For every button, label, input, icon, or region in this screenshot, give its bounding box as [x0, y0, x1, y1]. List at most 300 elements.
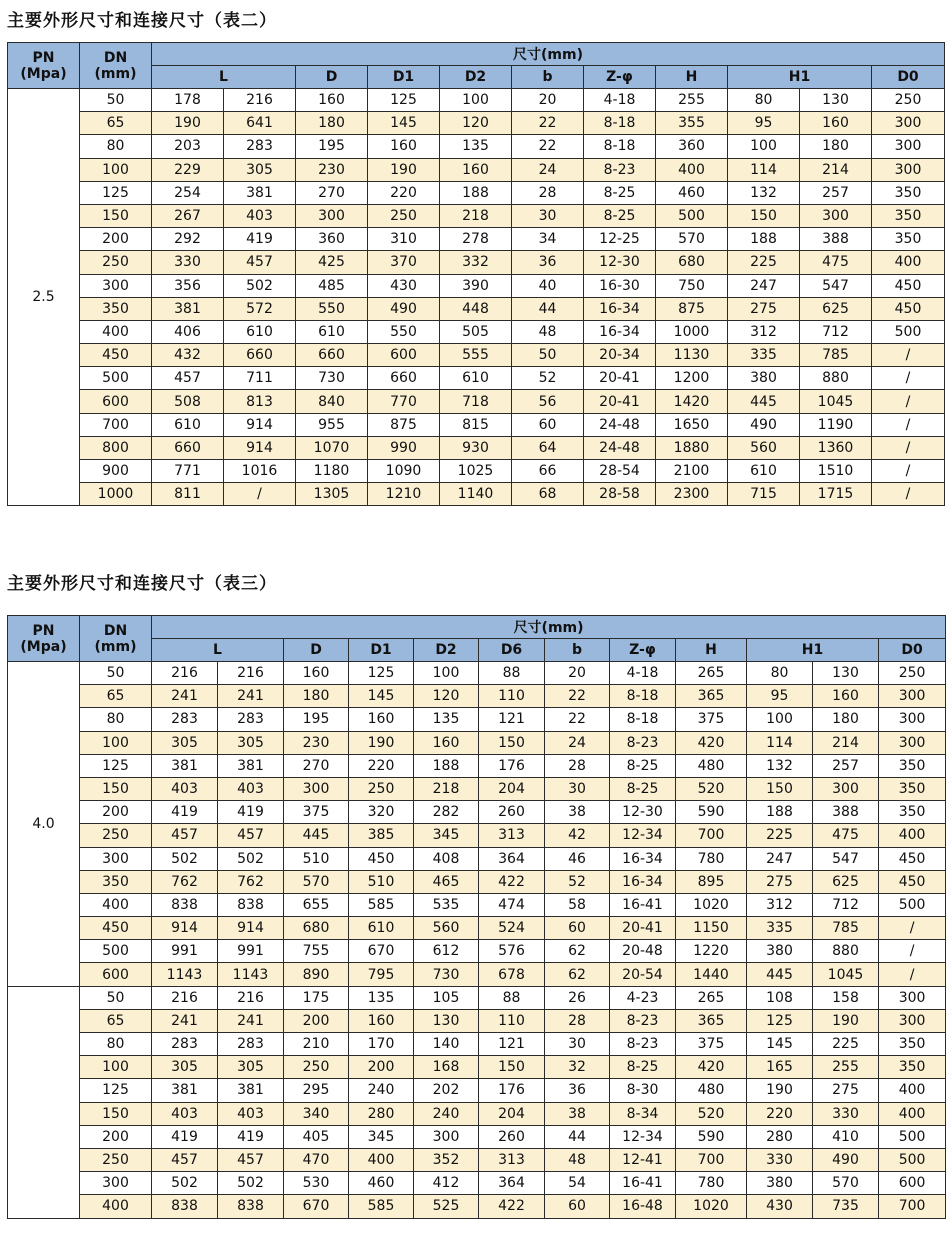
table-row — [8, 986, 946, 1009]
table-cell: 110 — [479, 1009, 545, 1032]
dn-value: 900 — [80, 460, 152, 483]
table-row — [8, 870, 946, 893]
dn-value: 200 — [80, 801, 152, 824]
table-cell: 80 — [747, 662, 813, 685]
table-cell: 20-54 — [610, 963, 676, 986]
table-row — [8, 228, 945, 251]
table-row — [8, 135, 945, 158]
table-cell: 365 — [676, 685, 747, 708]
table-cell: 255 — [656, 89, 728, 112]
table-cell: 400 — [879, 824, 946, 847]
table-cell: 8-18 — [584, 112, 656, 135]
table-cell: 28-54 — [584, 460, 656, 483]
table-row — [8, 251, 945, 274]
table-cell: 188 — [414, 754, 479, 777]
table-row — [8, 685, 946, 708]
table-cell: 400 — [656, 158, 728, 181]
table-cell: 612 — [414, 940, 479, 963]
table-row — [8, 1195, 946, 1218]
table-cell: 381 — [152, 297, 224, 320]
table-cell: 500 — [879, 893, 946, 916]
table-cell: 1200 — [656, 367, 728, 390]
table-cell: 250 — [284, 1056, 349, 1079]
table-cell: 160 — [284, 662, 349, 685]
table-cell: 176 — [479, 1079, 545, 1102]
table-cell: 216 — [218, 662, 284, 685]
dn-header: DN (mm) — [80, 616, 152, 662]
table-cell: 300 — [879, 731, 946, 754]
table-cell: 16-34 — [610, 847, 676, 870]
table-cell: 313 — [479, 1148, 545, 1171]
table-cell: 80 — [728, 89, 800, 112]
table-cell: 240 — [349, 1079, 414, 1102]
dn-value: 200 — [80, 228, 152, 251]
table-cell: 1143 — [152, 963, 218, 986]
table-cell: 260 — [479, 801, 545, 824]
table-cell: 12-30 — [584, 251, 656, 274]
table-cell: 44 — [512, 297, 584, 320]
table-row — [8, 801, 946, 824]
table-cell: 313 — [479, 824, 545, 847]
table-cell: 352 — [414, 1148, 479, 1171]
table-cell: 283 — [152, 1033, 218, 1056]
column-header: H1 — [747, 639, 879, 662]
dn-value: 100 — [80, 731, 152, 754]
table-cell: 380 — [747, 940, 813, 963]
table-cell: 1140 — [440, 483, 512, 506]
table-cell: 158 — [813, 986, 879, 1009]
table-cell: 1220 — [676, 940, 747, 963]
table-cell: 8-23 — [610, 731, 676, 754]
table-cell: 255 — [813, 1056, 879, 1079]
dn-value: 200 — [80, 1125, 152, 1148]
table-cell: 24-48 — [584, 413, 656, 436]
table-cell: 360 — [296, 228, 368, 251]
table-cell: 241 — [218, 1009, 284, 1032]
table-cell: 422 — [479, 870, 545, 893]
table-cell: 762 — [218, 870, 284, 893]
table-cell: 400 — [879, 1079, 946, 1102]
table-cell: 100 — [414, 662, 479, 685]
table-cell: 735 — [813, 1195, 879, 1218]
table-cell: 1020 — [676, 1195, 747, 1218]
table-cell: 283 — [218, 1033, 284, 1056]
table-cell: 295 — [284, 1079, 349, 1102]
table-cell: 16-34 — [610, 870, 676, 893]
table-cell: 680 — [656, 251, 728, 274]
table-row — [8, 1172, 946, 1195]
table-cell: 305 — [224, 158, 296, 181]
table-cell: 241 — [152, 685, 218, 708]
table-row — [8, 940, 946, 963]
table-cell: 460 — [656, 181, 728, 204]
table-cell: 312 — [728, 320, 800, 343]
table-cell: 283 — [152, 708, 218, 731]
table-cell: 292 — [152, 228, 224, 251]
dn-value: 250 — [80, 824, 152, 847]
table-cell: / — [872, 436, 945, 459]
table-row — [8, 390, 945, 413]
table-cell: 500 — [879, 1148, 946, 1171]
table-cell: 120 — [440, 112, 512, 135]
table-cell: 62 — [545, 940, 610, 963]
table-cell: 216 — [152, 662, 218, 685]
table-cell: 375 — [284, 801, 349, 824]
table-cell: 330 — [813, 1102, 879, 1125]
dn-value: 65 — [80, 112, 152, 135]
dn-value: 350 — [80, 297, 152, 320]
table-cell: 130 — [813, 662, 879, 685]
table-cell: 145 — [368, 112, 440, 135]
table-cell: 283 — [224, 135, 296, 158]
table-cell: 125 — [349, 662, 414, 685]
table-cell: 180 — [813, 708, 879, 731]
table-cell: 132 — [728, 181, 800, 204]
table-cell: 190 — [747, 1079, 813, 1102]
table-cell: 216 — [152, 986, 218, 1009]
table-cell: 12-25 — [584, 228, 656, 251]
table-cell: 58 — [545, 893, 610, 916]
column-header: H1 — [728, 66, 872, 89]
table-row — [8, 1148, 946, 1171]
table-cell: 24 — [512, 158, 584, 181]
table-cell: 60 — [545, 1195, 610, 1218]
table-cell: 457 — [152, 1148, 218, 1171]
table-cell: 220 — [747, 1102, 813, 1125]
table-cell: 190 — [368, 158, 440, 181]
table-cell: 204 — [479, 1102, 545, 1125]
table-cell: 930 — [440, 436, 512, 459]
column-header: H — [656, 66, 728, 89]
table-cell: 785 — [813, 917, 879, 940]
table-cell: 214 — [800, 158, 872, 181]
table-cell: 403 — [224, 204, 296, 227]
table-cell: 811 — [152, 483, 224, 506]
table-cell: 838 — [218, 893, 284, 916]
dn-value: 700 — [80, 413, 152, 436]
table-cell: 390 — [440, 274, 512, 297]
table-cell: 105 — [414, 986, 479, 1009]
table-cell: 450 — [349, 847, 414, 870]
table-cell: 474 — [479, 893, 545, 916]
table-cell: 220 — [368, 181, 440, 204]
table-cell: 1045 — [800, 390, 872, 413]
table-cell: 990 — [368, 436, 440, 459]
table-cell: 1420 — [656, 390, 728, 413]
table-cell: 8-30 — [610, 1079, 676, 1102]
table-cell: 270 — [296, 181, 368, 204]
table-row — [8, 731, 946, 754]
table-row — [8, 89, 945, 112]
table-cell: 4-23 — [610, 986, 676, 1009]
table-cell: 88 — [479, 986, 545, 1009]
table-row — [8, 847, 946, 870]
table-cell: 500 — [872, 320, 945, 343]
dimension-group-header: 尺寸(mm) — [152, 616, 946, 639]
table-cell: 420 — [676, 1056, 747, 1079]
table-cell: 625 — [800, 297, 872, 320]
table-cell: 430 — [368, 274, 440, 297]
table-cell: 388 — [813, 801, 879, 824]
table-cell: 991 — [218, 940, 284, 963]
table-cell: 350 — [879, 801, 946, 824]
table-cell: 20-41 — [584, 367, 656, 390]
table-cell: / — [872, 460, 945, 483]
table-cell: 1510 — [800, 460, 872, 483]
table-cell: 68 — [512, 483, 584, 506]
dimension-table — [7, 42, 945, 506]
table-cell: 375 — [676, 708, 747, 731]
column-header: D0 — [872, 66, 945, 89]
table-cell: 218 — [440, 204, 512, 227]
table-cell: 420 — [676, 731, 747, 754]
table-cell: 188 — [728, 228, 800, 251]
table-row — [8, 158, 945, 181]
dn-value: 500 — [80, 367, 152, 390]
table-cell: 762 — [152, 870, 218, 893]
dn-value: 300 — [80, 847, 152, 870]
table-cell: 300 — [879, 986, 946, 1009]
table-cell: 375 — [676, 1033, 747, 1056]
table-cell: 275 — [747, 870, 813, 893]
table-cell: 140 — [414, 1033, 479, 1056]
table-cell: 425 — [296, 251, 368, 274]
table-cell: 8-25 — [610, 754, 676, 777]
table-cell: 34 — [512, 228, 584, 251]
table-cell: 160 — [414, 731, 479, 754]
dn-value: 50 — [80, 89, 152, 112]
table-cell: 730 — [414, 963, 479, 986]
table-cell: 48 — [545, 1148, 610, 1171]
column-header: L — [152, 66, 296, 89]
table-row — [8, 320, 945, 343]
table-cell: 381 — [152, 754, 218, 777]
table-cell: 200 — [349, 1056, 414, 1079]
table-cell: 16-48 — [610, 1195, 676, 1218]
table-row — [8, 344, 945, 367]
table-cell: 125 — [747, 1009, 813, 1032]
table-cell: 625 — [813, 870, 879, 893]
table-cell: 114 — [747, 731, 813, 754]
table-cell: 432 — [152, 344, 224, 367]
dn-header: DN (mm) — [80, 43, 152, 89]
dn-value: 150 — [80, 1102, 152, 1125]
dn-value: 300 — [80, 1172, 152, 1195]
table-cell: 838 — [152, 1195, 218, 1218]
table-cell: 914 — [224, 413, 296, 436]
table-row — [8, 483, 945, 506]
table-cell: 660 — [368, 367, 440, 390]
table-cell: 470 — [284, 1148, 349, 1171]
table-cell: 585 — [349, 893, 414, 916]
table-cell: 8-34 — [610, 1102, 676, 1125]
table-row — [8, 413, 945, 436]
table-cell: 20 — [512, 89, 584, 112]
table-cell: 60 — [512, 413, 584, 436]
dn-value: 1000 — [80, 483, 152, 506]
table-cell: 895 — [676, 870, 747, 893]
table-cell: 270 — [284, 754, 349, 777]
table-cell: 345 — [349, 1125, 414, 1148]
table-cell: 175 — [284, 986, 349, 1009]
table-cell: 457 — [152, 824, 218, 847]
table-cell: 22 — [512, 135, 584, 158]
table-cell: 385 — [349, 824, 414, 847]
table-cell: 350 — [872, 204, 945, 227]
table-cell: 502 — [218, 1172, 284, 1195]
table-cell: 241 — [218, 685, 284, 708]
table-cell: 95 — [747, 685, 813, 708]
table-cell: 214 — [813, 731, 879, 754]
table-cell: 450 — [879, 847, 946, 870]
table-cell: 62 — [545, 963, 610, 986]
table-cell: 780 — [676, 847, 747, 870]
table-cell: 380 — [728, 367, 800, 390]
table-cell: 257 — [813, 754, 879, 777]
table-row — [8, 1125, 946, 1148]
table-cell: 218 — [414, 777, 479, 800]
table-cell: 229 — [152, 158, 224, 181]
table-cell: 502 — [152, 847, 218, 870]
table-cell: 267 — [152, 204, 224, 227]
table-cell: 8-25 — [584, 181, 656, 204]
table-cell: 250 — [368, 204, 440, 227]
table-cell: 1150 — [676, 917, 747, 940]
table-cell: 715 — [728, 483, 800, 506]
table-cell: 364 — [479, 847, 545, 870]
table-cell: 132 — [747, 754, 813, 777]
table-cell: 712 — [813, 893, 879, 916]
table-cell: 1305 — [296, 483, 368, 506]
table-cell: 590 — [676, 1125, 747, 1148]
table-cell: 350 — [879, 1056, 946, 1079]
table-cell: 16-30 — [584, 274, 656, 297]
table-cell: 195 — [284, 708, 349, 731]
table-cell: / — [879, 940, 946, 963]
table-cell: 457 — [224, 251, 296, 274]
table-cell: 500 — [656, 204, 728, 227]
table-cell: 1715 — [800, 483, 872, 506]
table-cell: 180 — [296, 112, 368, 135]
table-cell: 100 — [440, 89, 512, 112]
table-cell: 305 — [152, 731, 218, 754]
table-cell: 52 — [512, 367, 584, 390]
table-cell: 502 — [152, 1172, 218, 1195]
table-cell: 547 — [813, 847, 879, 870]
table-row — [8, 662, 946, 685]
table-cell: 300 — [296, 204, 368, 227]
table-cell: 278 — [440, 228, 512, 251]
table-cell: / — [879, 917, 946, 940]
column-header: D0 — [879, 639, 946, 662]
table-cell: 332 — [440, 251, 512, 274]
table-cell: 50 — [512, 344, 584, 367]
column-header: L — [152, 639, 284, 662]
table-cell: 230 — [284, 731, 349, 754]
table-cell: 502 — [218, 847, 284, 870]
table-cell: 785 — [800, 344, 872, 367]
table-cell: 890 — [284, 963, 349, 986]
table-cell: 750 — [656, 274, 728, 297]
table-cell: 120 — [414, 685, 479, 708]
table-cell: 230 — [296, 158, 368, 181]
table-row — [8, 824, 946, 847]
table-row — [8, 708, 946, 731]
dn-value: 450 — [80, 344, 152, 367]
table-cell: 8-23 — [584, 158, 656, 181]
table-cell: 300 — [284, 777, 349, 800]
table-cell: 408 — [414, 847, 479, 870]
table-cell: 32 — [545, 1056, 610, 1079]
table-cell: 1190 — [800, 413, 872, 436]
table-cell: 160 — [800, 112, 872, 135]
table-cell: 88 — [479, 662, 545, 685]
table-cell: 24 — [545, 731, 610, 754]
table-cell: 350 — [879, 777, 946, 800]
table-cell: 560 — [728, 436, 800, 459]
table-cell: 1210 — [368, 483, 440, 506]
table-cell: 280 — [747, 1125, 813, 1148]
table-cell: 730 — [296, 367, 368, 390]
table-cell: 64 — [512, 436, 584, 459]
table-cell: 225 — [747, 824, 813, 847]
dn-value: 65 — [80, 1009, 152, 1032]
table-cell: 875 — [368, 413, 440, 436]
table-cell: 312 — [747, 893, 813, 916]
table-cell: 1180 — [296, 460, 368, 483]
table-cell: 300 — [800, 204, 872, 227]
table-cell: 180 — [800, 135, 872, 158]
table-cell: 135 — [349, 986, 414, 1009]
table-cell: 813 — [224, 390, 296, 413]
table-cell: 412 — [414, 1172, 479, 1195]
table-cell: 840 — [296, 390, 368, 413]
table-cell: 570 — [284, 870, 349, 893]
table-cell: 30 — [512, 204, 584, 227]
table-cell: 20-48 — [610, 940, 676, 963]
table-cell: 12-30 — [610, 801, 676, 824]
table-cell: / — [872, 367, 945, 390]
table-cell: 176 — [479, 754, 545, 777]
table-cell: 200 — [284, 1009, 349, 1032]
table-cell: 508 — [152, 390, 224, 413]
table-cell: 490 — [368, 297, 440, 320]
table-cell: 110 — [479, 685, 545, 708]
table-title: 主要外形尺寸和连接尺寸（表二） — [7, 11, 277, 31]
table-cell: 40 — [512, 274, 584, 297]
table-cell: 28-58 — [584, 483, 656, 506]
dn-value: 400 — [80, 893, 152, 916]
table-cell: 991 — [152, 940, 218, 963]
dn-value: 250 — [80, 1148, 152, 1171]
table-cell: 410 — [813, 1125, 879, 1148]
column-header: D — [296, 66, 368, 89]
table-cell: 419 — [152, 801, 218, 824]
table-row — [8, 112, 945, 135]
table-cell: 510 — [284, 847, 349, 870]
table-cell: 610 — [296, 320, 368, 343]
table-cell: 475 — [800, 251, 872, 274]
table-cell: 555 — [440, 344, 512, 367]
table-cell: 381 — [152, 1079, 218, 1102]
table-cell: 1143 — [218, 963, 284, 986]
table-cell: 16-34 — [584, 297, 656, 320]
column-header: b — [512, 66, 584, 89]
column-header: Z-φ — [584, 66, 656, 89]
table-cell: 520 — [676, 1102, 747, 1125]
pn-value: 4.0 — [8, 662, 80, 987]
table-cell: 335 — [747, 917, 813, 940]
